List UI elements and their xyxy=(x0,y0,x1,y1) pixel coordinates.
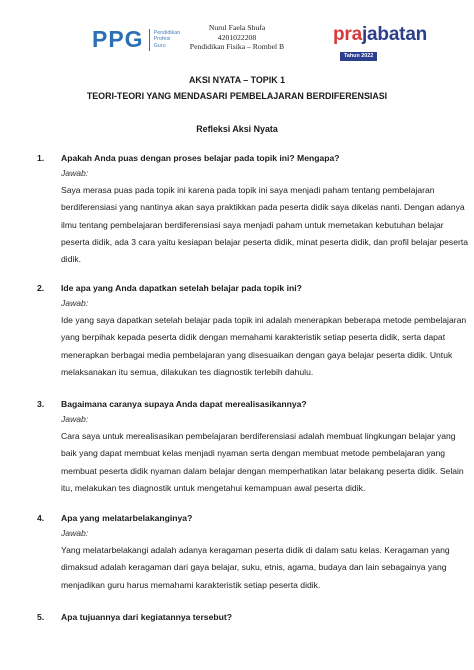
question-block-2 xyxy=(37,283,467,381)
jawab-label: Jawab: xyxy=(61,414,89,424)
question-text: Apakah Anda puas dengan proses belajar pada topik ini? Mengapa? xyxy=(61,153,340,163)
question-block-4 xyxy=(37,513,450,594)
question-number: 2. xyxy=(37,283,45,293)
jawab-label: Jawab: xyxy=(61,298,89,308)
answer-text: Cara saya untuk merealisasikan pembelajaran berdiferensiasi adalah membuat lingkungan belajar yang baik yang dapat membuat kelas menjadi nyaman serta dengan membuat metode pembelajaran yang membuat peserta didik nyaman dalam belajar dengan memperhatikan latar belakang peserta didik. Selain itu, melakukan tes diagnostik untuk mengetahui kemampuan awal peserta didik. xyxy=(61,431,464,493)
question-text: Bagaimana caranya supaya Anda dapat merealisasikannya? xyxy=(61,399,307,409)
ppg-logo-text: PPG xyxy=(92,26,144,52)
prajabatan-wordmark: prajabatan xyxy=(333,24,428,45)
question-number: 3. xyxy=(37,399,45,409)
jawab-label: Jawab: xyxy=(61,528,89,538)
document-subtitle: TEORI-TEORI YANG MENDASARI PEMBELAJARAN BERDIFERENSIASI xyxy=(86,91,388,101)
page-header xyxy=(0,0,474,70)
document-title: AKSI NYATA – TOPIK 1 xyxy=(189,75,285,85)
question-block-3 xyxy=(37,399,464,497)
answer-text: Yang melatarbelakangi adalah adanya keragaman peserta didik di dalam satu kelas. Keragaman yang dimaksud adalah keragaman dari gaya belajar, suku, etnis, agama, budaya dan lain sebagainya yang menjadikan guru harus memahami karakteristik setiap peserta didik. xyxy=(61,545,450,590)
jawab-label: Jawab: xyxy=(61,168,89,178)
author-class: Pendidikan Fisika – Rombel B xyxy=(189,42,285,51)
question-number: 5. xyxy=(37,612,45,622)
question-text: Apa yang melatarbelakanginya? xyxy=(61,513,193,523)
question-number: 4. xyxy=(37,513,45,523)
answer-text: Saya merasa puas pada topik ini karena pada topik ini saya menjadi paham tentang pembelajaran berdiferensiasi yang nantinya akan saya praktikkan pada peserta didik saya dikelas nanti. Dengan adanya ilmu tentang pembelajaran berdiferensiasi saya menjadi paham untuk memetakan kebutuhan belajar peserta didik, ada 3 cara yaitu kesiapan belajar peserta didik, minat peserta didik, dan profil belajar peserta didik. xyxy=(61,185,469,265)
question-text: Ide apa yang Anda dapatkan setelah belajar pada topik ini? xyxy=(61,283,302,293)
question-block-1 xyxy=(37,153,469,268)
question-number: 1. xyxy=(37,153,45,163)
section-title: Refleksi Aksi Nyata xyxy=(196,124,278,134)
ppg-logo-subtitle: Pendidikan Profesi Guru xyxy=(153,29,181,49)
author-id: 4201022208 xyxy=(217,32,257,42)
question-block-5 xyxy=(37,612,437,622)
answer-text: Ide yang saya dapatkan setelah belajar pada topik ini adalah menerapkan beberapa metode pembelajaran yang berpihak kepada peserta didik dengan memahami karakteristik setiap peserta didik, serta dapat menerapkan berbagai media pembelajaran yang disesuaikan dengan gaya belajar peserta didik. Untuk melaksanakan itu semua, dilakukan tes diagnostik terlebih dahulu. xyxy=(61,315,467,377)
prajabatan-year-badge: Tahun 2022 xyxy=(340,52,377,61)
author-name: Nurul Faela Shufa xyxy=(208,23,266,32)
prajabatan-logo xyxy=(333,25,433,62)
question-text: Apa tujuannya dari kegiatannya tersebut? xyxy=(61,612,232,622)
